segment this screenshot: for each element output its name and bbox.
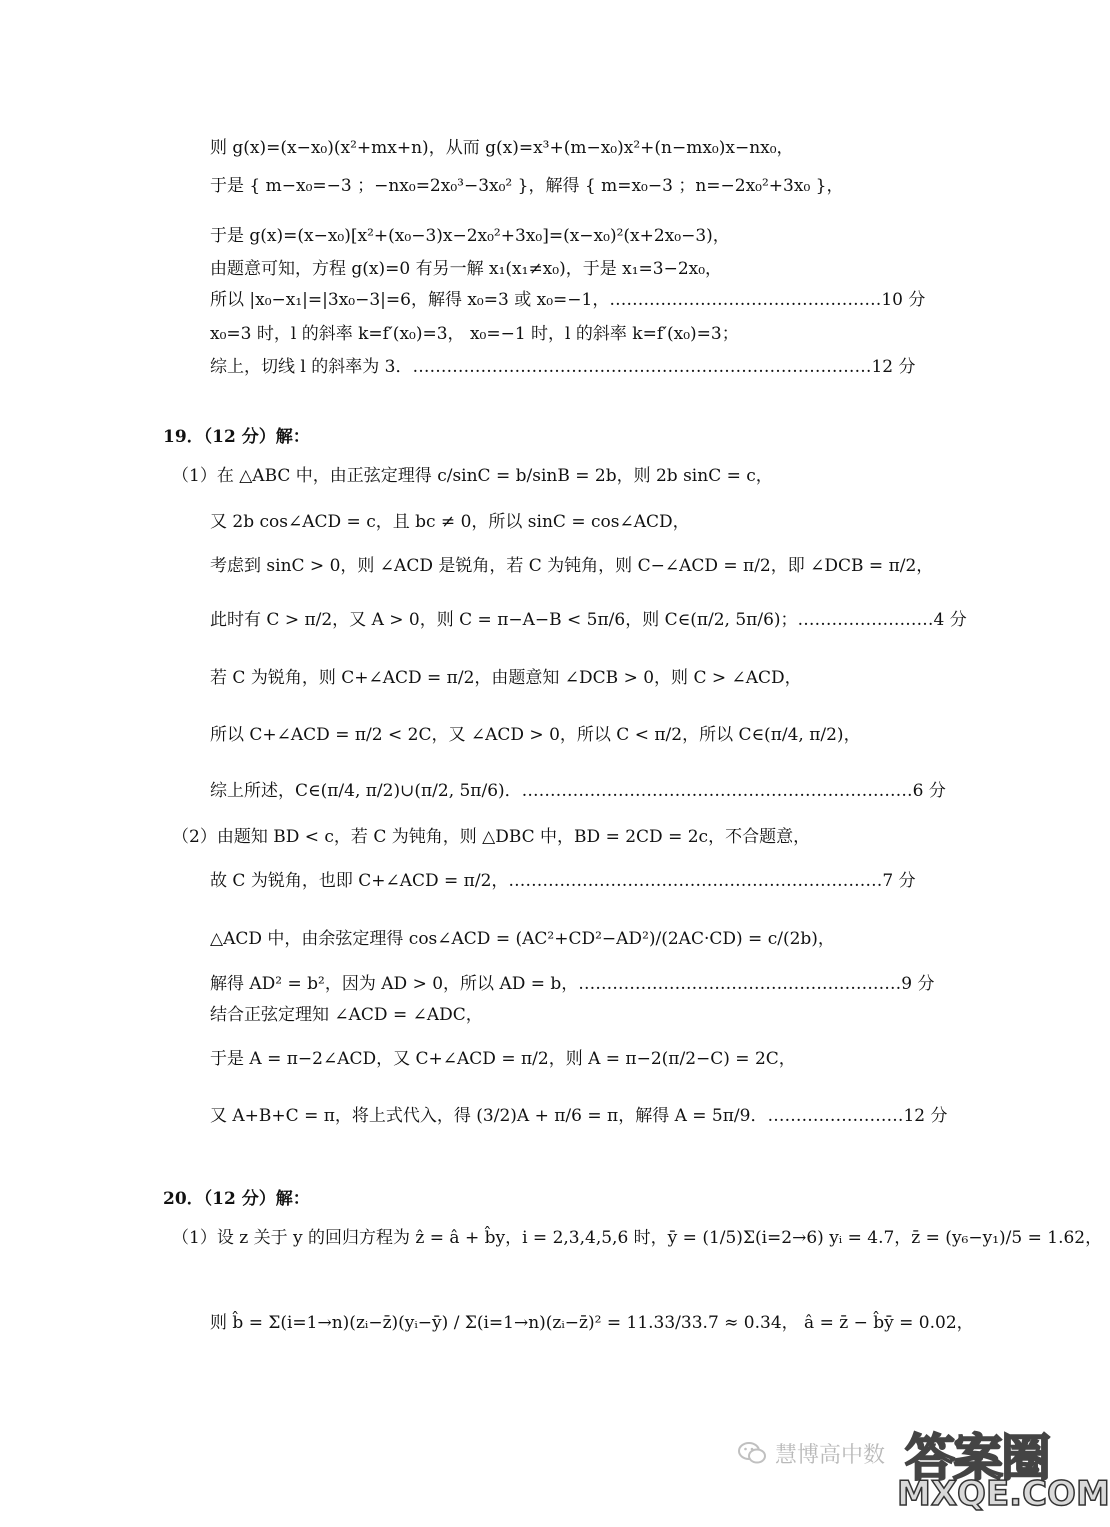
q19-line-4: 此时有 C > π/2，又 A > 0，则 C = π−A−B < 5π/6，则 C∈(π/2, 5π/6)；……………………4 分 [210, 610, 967, 630]
q18-line-2: 于是 { m−x₀=−3 ；−nx₀=2x₀³−3x₀² }，解得 { m=x₀−3 ；n=−2x₀²+3x₀ }， [210, 176, 844, 196]
q19-line-2: 又 2b cos∠ACD = c，且 bc ≠ 0，所以 sinC = cos∠ACD， [210, 512, 690, 532]
q19-line-8: （2）由题知 BD < c，若 C 为钝角，则 △DBC 中，BD = 2CD = 2c，不合题意， [172, 827, 811, 847]
q18-line-6: x₀=3 时，l 的斜率 k=f′(x₀)=3， x₀=−1 时，l 的斜率 k=f′(x₀)=3； [210, 324, 739, 344]
q18-line-7: 综上，切线 l 的斜率为 3．………………………………………………………………………12 分 [210, 357, 916, 377]
q19-line-9: 故 C 为锐角，也即 C+∠ACD = π/2，…………………………………………………………7 分 [210, 871, 916, 891]
q19-line-1: （1）在 △ABC 中，由正弦定理得 c/sinC = b/sinB = 2b，则 2b sinC = c， [172, 466, 773, 486]
q19-line-11: 解得 AD² = b²，因为 AD > 0，所以 AD = b，…………………………………………………9 分 [210, 974, 935, 994]
q19-line-14: 又 A+B+C = π，将上式代入，得 (3/2)A + π/6 = π，解得 A = 5π/9．……………………12 分 [210, 1106, 948, 1126]
q19-line-5: 若 C 为锐角，则 C+∠ACD = π/2，由题意知 ∠DCB > 0，则 C > ∠ACD， [210, 668, 802, 688]
q18-line-3: 于是 g(x)=(x−x₀)[x²+(x₀−3)x−2x₀²+3x₀]=(x−x₀)²(x+2x₀−3)， [210, 226, 730, 246]
q20-line-1: （1）设 z 关于 y 的回归方程为 ẑ = â + b̂y，i = 2,3,4,5,6 时，ȳ = (1/5)Σ(i=2→6) yᵢ = 4.7，z̄ = (y₆−y₁)/5 = 1.62， [172, 1228, 1103, 1248]
watermark-text: 慧博高中数 [775, 1443, 886, 1468]
q20-heading: 20．（12 分）解： [163, 1189, 310, 1209]
q20-line-2: 则 b̂ = Σ(i=1→n)(zᵢ−z̄)(yᵢ−ȳ) / Σ(i=1→n)(zᵢ−z̄)² = 11.33/33.7 ≈ 0.34， â = z̄ − b̂ȳ = 0.02， [210, 1313, 974, 1333]
q19-line-7: 综上所述，C∈(π/4, π/2)∪(π/2, 5π/6)．……………………………………………………………6 分 [210, 781, 946, 801]
wechat-icon [738, 1441, 766, 1465]
q19-line-12: 结合正弦定理知 ∠ACD = ∠ADC， [210, 1005, 483, 1025]
q19-line-13: 于是 A = π−2∠ACD，又 C+∠ACD = π/2，则 A = π−2(π/2−C) = 2C， [210, 1049, 796, 1069]
q19-heading: 19．（12 分）解： [163, 427, 310, 447]
watermark-logo-url: MXQE.COM [897, 1474, 1110, 1514]
watermark-logo-text: 答案圈 [905, 1429, 1049, 1487]
q18-line-1: 则 g(x)=(x−x₀)(x²+mx+n)，从而 g(x)=x³+(m−x₀)x²+(n−mx₀)x−nx₀， [210, 138, 794, 158]
q18-line-5: 所以 |x₀−x₁|=|3x₀−3|=6，解得 x₀=3 或 x₀=−1，…………………………………………10 分 [210, 290, 926, 310]
q19-line-3: 考虑到 sinC > 0，则 ∠ACD 是锐角，若 C 为钝角，则 C−∠ACD = π/2，即 ∠DCB = π/2， [210, 556, 934, 576]
q19-line-10: △ACD 中，由余弦定理得 cos∠ACD = (AC²+CD²−AD²)/(2AC·CD) = c/(2b)， [210, 929, 835, 949]
watermark-logo [895, 1418, 1110, 1514]
q19-line-6: 所以 C+∠ACD = π/2 < 2C，又 ∠ACD > 0，所以 C < π/2，所以 C∈(π/4, π/2)， [210, 725, 861, 745]
q18-line-4: 由题意可知，方程 g(x)=0 有另一解 x₁(x₁≠x₀)，于是 x₁=3−2x₀， [210, 259, 723, 279]
